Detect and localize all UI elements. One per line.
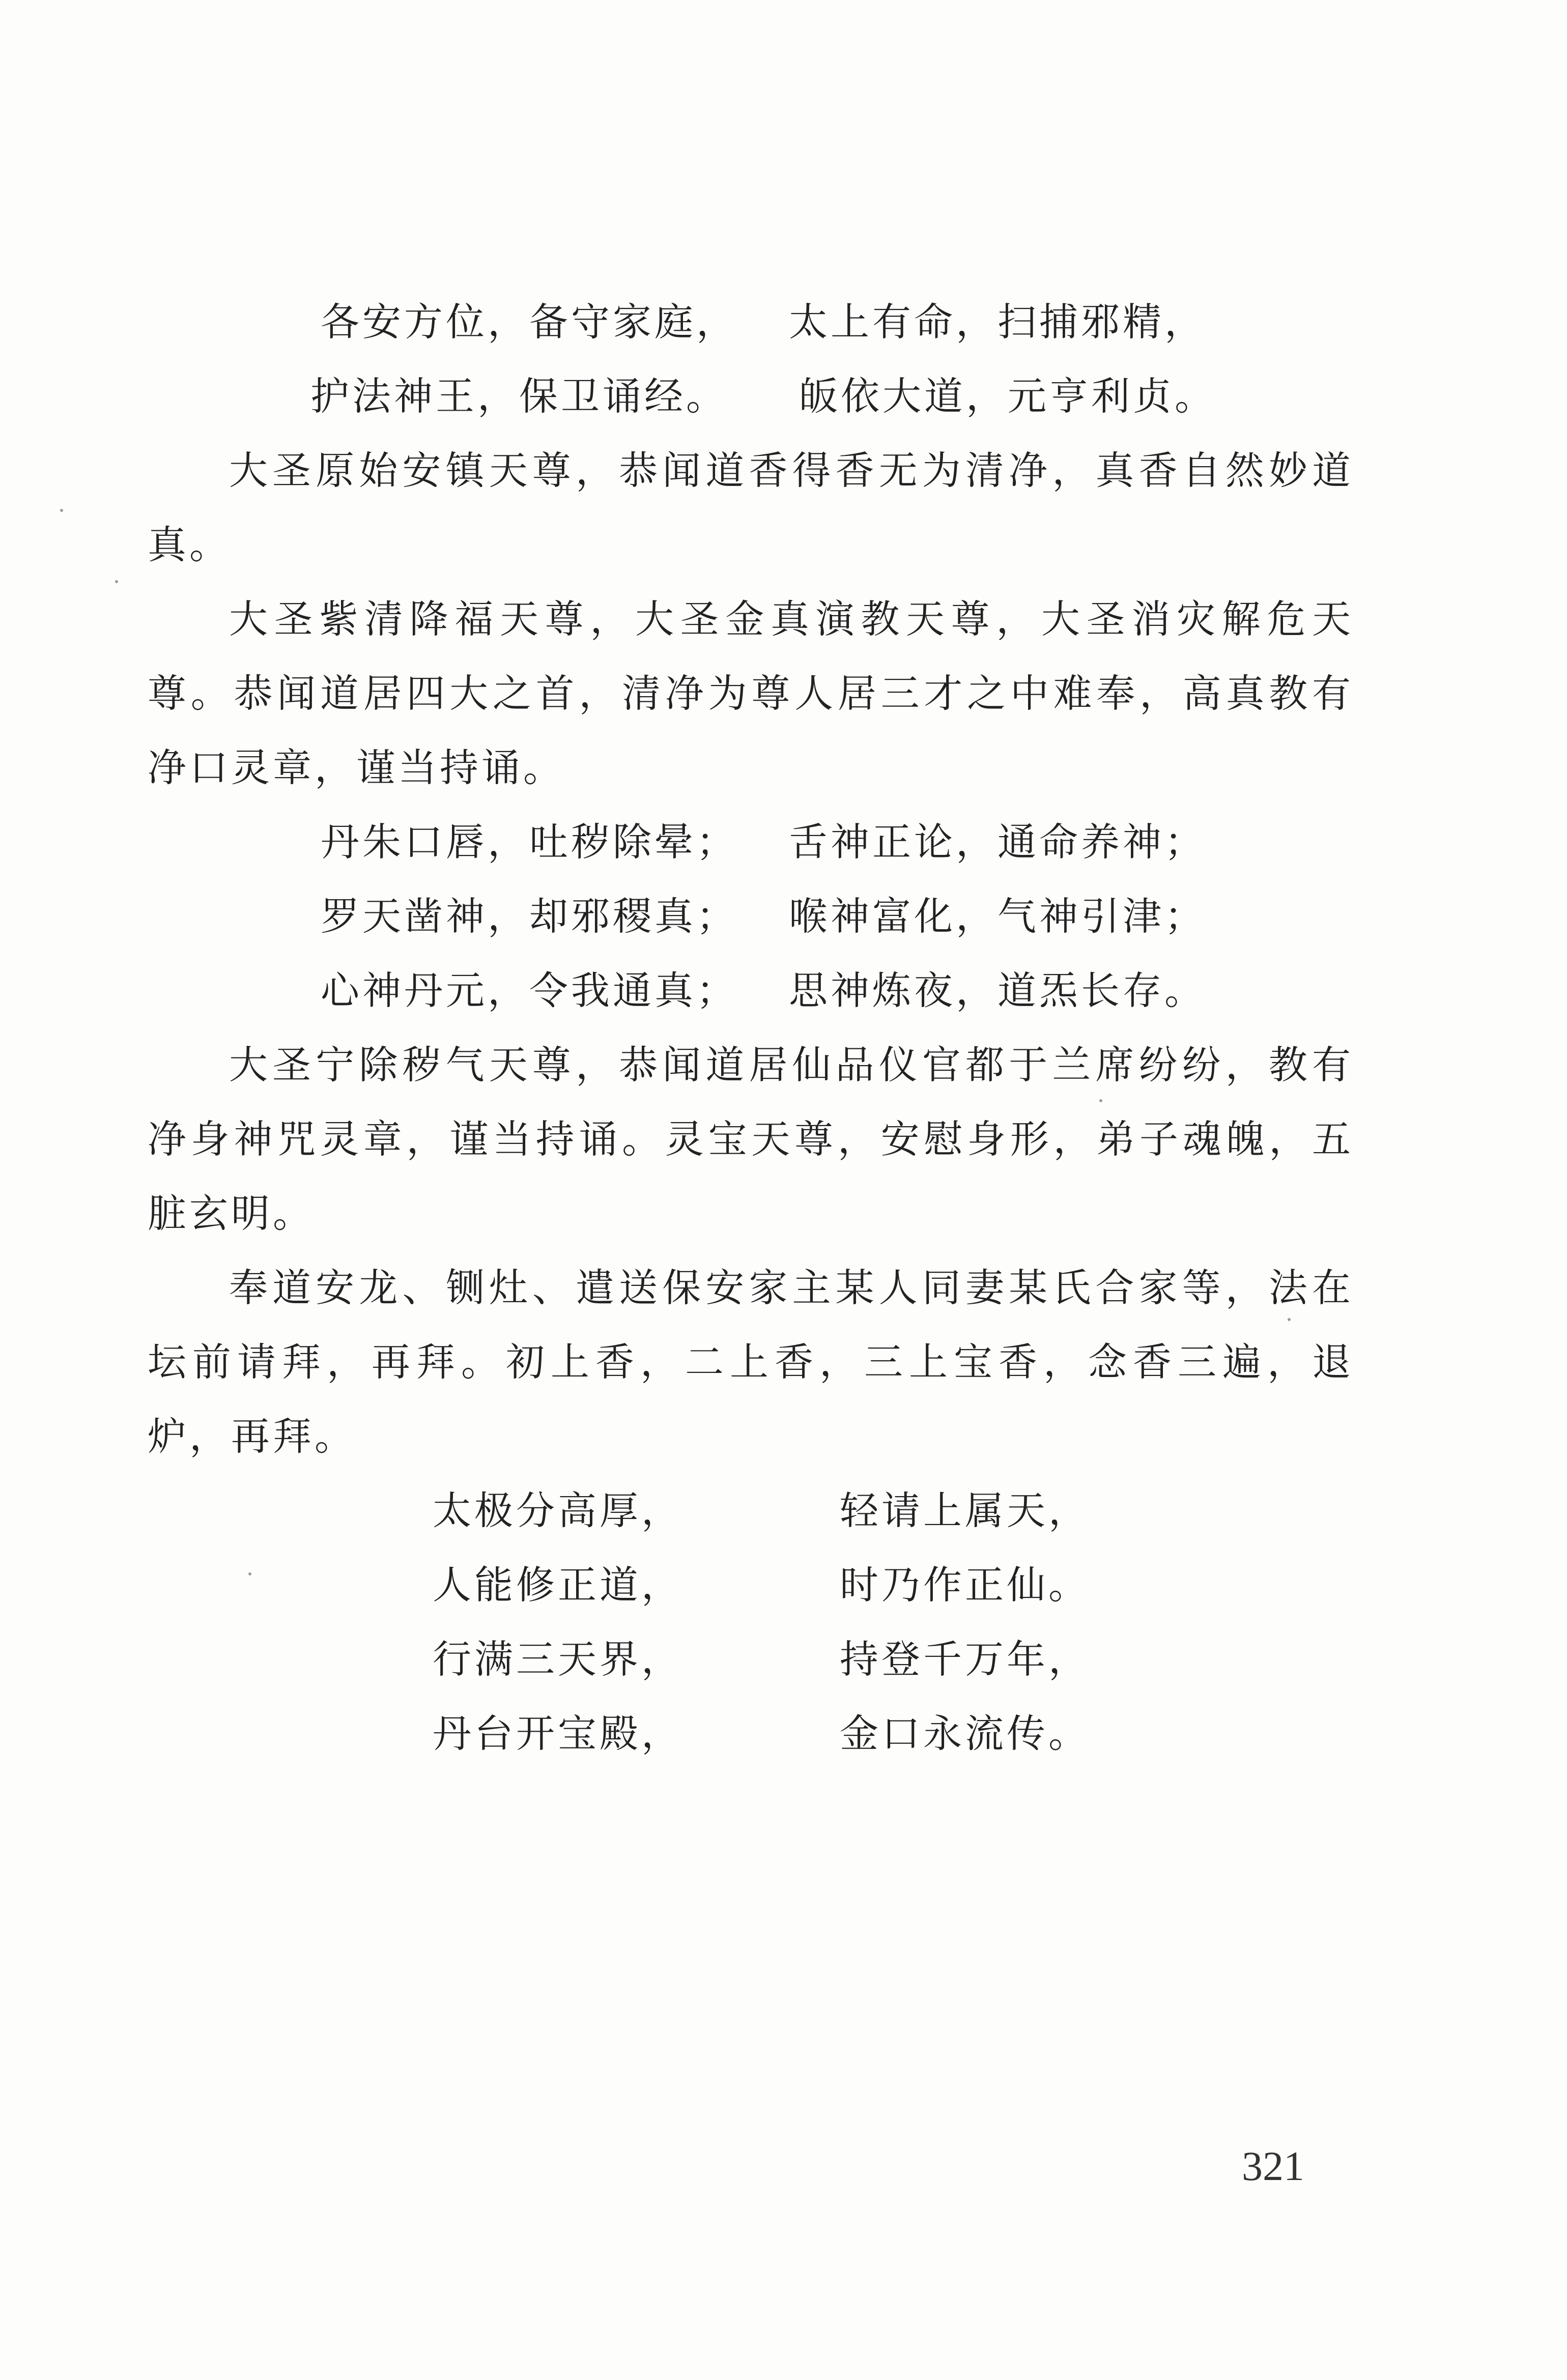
scan-speck bbox=[1099, 1099, 1102, 1102]
verse-half: 罗天凿神，却邪稷真； bbox=[321, 894, 738, 939]
paragraph: 奉道安龙、铡灶、遣送保安家主某人同妻某氏合家等，法在坛前请拜，再拜。初上香，二上香，三上宝香，念香三遍，退炉，再拜。 bbox=[148, 1265, 1354, 1459]
verse-half: 皈依大道，元亨利贞。 bbox=[799, 374, 1216, 419]
verse-line bbox=[148, 1474, 1354, 1548]
verse-line bbox=[148, 879, 1354, 954]
verse-half: 丹台开宝殿， bbox=[433, 1711, 683, 1756]
verse-line bbox=[148, 1622, 1354, 1697]
verse-line bbox=[148, 359, 1354, 434]
verse-half: 行满三天界， bbox=[433, 1637, 683, 1682]
verse-line bbox=[148, 1548, 1354, 1622]
scan-speck bbox=[115, 580, 118, 583]
verse-half: 思神炼夜，道炁长存。 bbox=[789, 968, 1206, 1013]
verse-half: 心神丹元，令我通真； bbox=[321, 968, 738, 1013]
verse-half: 轻请上属天， bbox=[840, 1488, 1090, 1533]
verse-half: 人能修正道， bbox=[433, 1562, 683, 1608]
scan-speck bbox=[248, 1572, 251, 1575]
verse-half: 丹朱口唇，吐秽除晕； bbox=[321, 819, 738, 865]
page-body bbox=[148, 285, 1354, 1771]
verse-line bbox=[148, 805, 1354, 879]
scan-speck bbox=[60, 509, 63, 512]
verse-half: 太上有命，扫捕邪精， bbox=[789, 299, 1206, 345]
verse-half: 喉神富化，气神引津； bbox=[789, 894, 1206, 939]
verse-half: 太极分高厚， bbox=[433, 1488, 683, 1533]
verse-half: 时乃作正仙。 bbox=[840, 1562, 1090, 1608]
paragraph: 大圣紫清降福天尊，大圣金真演教天尊，大圣消灾解危天尊。恭闻道居四大之首，清净为尊人居三才之中难奉，高真教有净口灵章，谨当持诵。 bbox=[148, 596, 1354, 790]
page-number: 321 bbox=[1242, 2143, 1304, 2189]
scan-speck bbox=[1288, 1318, 1291, 1321]
verse-half: 护法神王，保卫诵经。 bbox=[310, 374, 728, 419]
verse-line bbox=[148, 954, 1354, 1028]
verse-half: 金口永流传。 bbox=[840, 1711, 1090, 1756]
verse-half: 持登千万年， bbox=[840, 1637, 1090, 1682]
verse-half: 舌神正论，通命养神； bbox=[789, 819, 1206, 865]
verse-half: 各安方位，备守家庭， bbox=[321, 299, 738, 345]
verse-line bbox=[148, 1697, 1354, 1771]
verse-line bbox=[148, 285, 1354, 359]
paragraph: 大圣宁除秽气天尊，恭闻道居仙品仪官都于兰席纷纷，教有净身神咒灵章，谨当持诵。灵宝天尊，安慰身形，弟子魂魄，五脏玄明。 bbox=[148, 1042, 1354, 1236]
paragraph: 大圣原始安镇天尊，恭闻道香得香无为清净，真香自然妙道真。 bbox=[148, 448, 1354, 567]
